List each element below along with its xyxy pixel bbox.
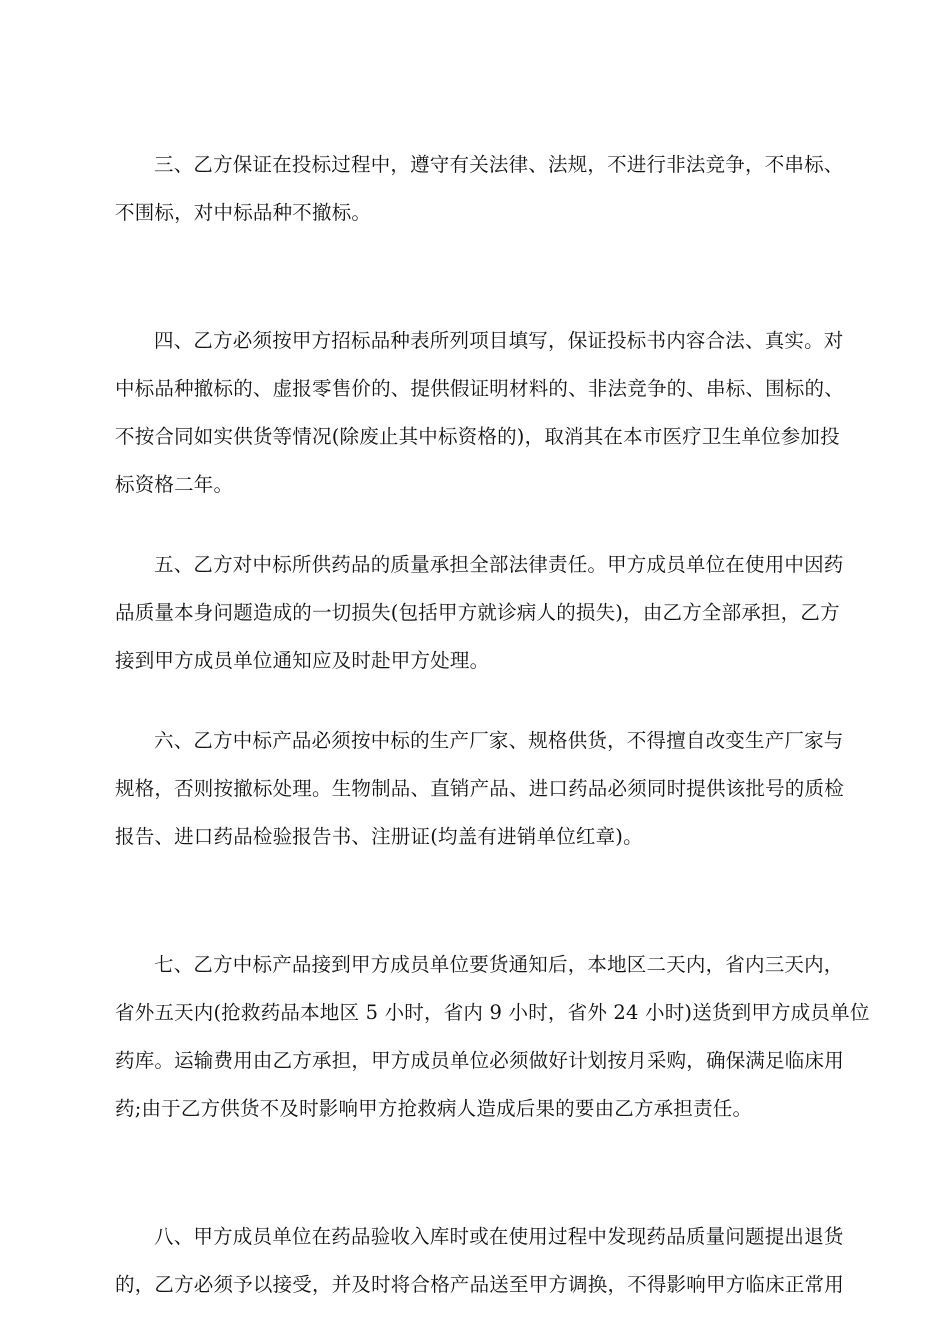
clause-8 — [115, 1213, 844, 1309]
clause-3 — [115, 141, 844, 237]
clause-8-line-1: 八、甲方成员单位在药品验收入库时或在使用过程中发现药品质量问题提出退货 — [154, 1225, 844, 1248]
clause-7 — [115, 941, 870, 1133]
clause-4-line-3: 不按合同如实供货等情况(除废止其中标资格的)，取消其在本市医疗卫生单位参加投 — [115, 425, 840, 448]
clause-6-line-1: 六、乙方中标产品必须按中标的生产厂家、规格供货，不得擅自改变生产厂家与 — [154, 729, 844, 752]
clause-3-line-1: 三、乙方保证在投标过程中，遵守有关法律、法规，不进行非法竞争，不串标、 — [154, 153, 844, 176]
clause-8-line-2: 的，乙方必须予以接受，并及时将合格产品送至甲方调换，不得影响甲方临床正常用 — [115, 1273, 844, 1296]
clause-7-line-2: 省外五天内(抢救药品本地区 5 小时，省内 9 小时，省外 24 小时)送货到甲方成员单位 — [115, 1001, 870, 1024]
clause-7-line-1: 七、乙方中标产品接到甲方成员单位要货通知后，本地区二天内，省内三天内， — [154, 953, 844, 976]
clause-5-line-3: 接到甲方成员单位通知应及时赴甲方处理。 — [115, 649, 490, 672]
clause-7-line-3: 药库。运输费用由乙方承担，甲方成员单位必须做好计划按月采购，确保满足临床用 — [115, 1049, 844, 1072]
clause-3-line-2: 不围标，对中标品种不撤标。 — [115, 201, 372, 224]
clause-6-line-2: 规格，否则按撤标处理。生物制品、直销产品、进口药品必须同时提供该批号的质检 — [115, 777, 844, 800]
clause-6-line-3: 报告、进口药品检验报告书、注册证(均盖有进销单位红章)。 — [115, 825, 643, 848]
clause-7-line-4: 药;由于乙方供货不及时影响甲方抢救病人造成后果的要由乙方承担责任。 — [115, 1097, 753, 1120]
clause-5-line-1: 五、乙方对中标所供药品的质量承担全部法律责任。甲方成员单位在使用中因药 — [154, 553, 844, 576]
clause-4-line-2: 中标品种撤标的、虚报零售价的、提供假证明材料的、非法竞争的、串标、围标的、 — [115, 377, 844, 400]
clause-5-line-2: 品质量本身问题造成的一切损失(包括甲方就诊病人的损失)，由乙方全部承担，乙方 — [115, 601, 840, 624]
clause-4-line-1: 四、乙方必须按甲方招标品种表所列项目填写，保证投标书内容合法、真实。对 — [154, 329, 844, 352]
clause-6 — [115, 717, 844, 861]
clause-4 — [115, 317, 844, 509]
clause-5 — [115, 541, 844, 685]
clause-4-line-4: 标资格二年。 — [115, 473, 234, 496]
